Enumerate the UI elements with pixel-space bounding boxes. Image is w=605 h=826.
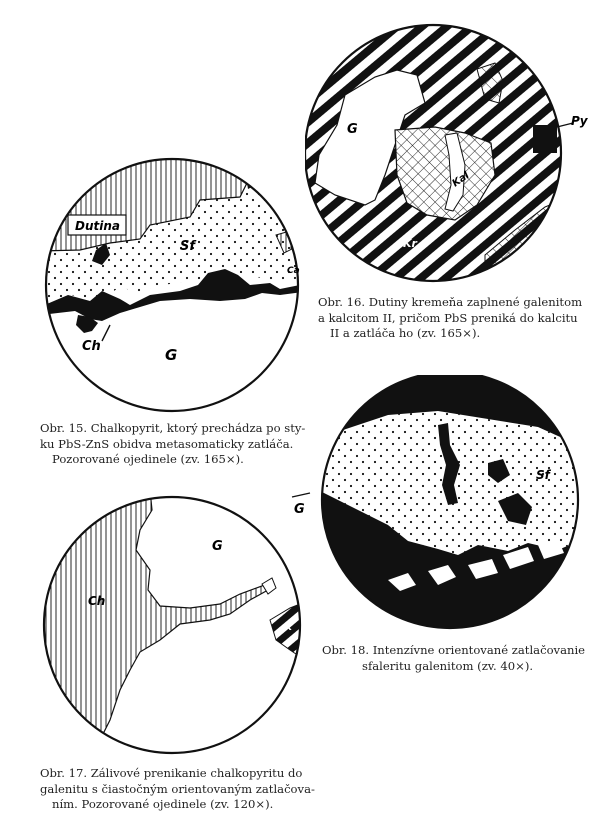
label-sf: Sf: [180, 239, 196, 254]
label-kal: Kal: [450, 170, 472, 190]
figure-16: [305, 15, 595, 285]
caption-line: Pozorované ojedinele (zv. 165×).: [52, 452, 244, 466]
fig17-illustration: [40, 490, 305, 760]
caption-line: galenitu s čiastočným orientovaným zatlačova-: [40, 781, 315, 796]
caption-line: Obr. 18. Intenzívne orientované zatlačovanie: [322, 643, 586, 657]
label-g: G: [165, 346, 178, 364]
caption-line: Obr. 16. Dutiny kremeňa zaplnené galenitom: [318, 295, 583, 309]
fig18-illustration: [288, 375, 593, 635]
direction-arrow: [292, 493, 310, 497]
label-ch: Ch: [82, 339, 101, 354]
caption-line: Obr. 17. Zálivové prenikanie chalkopyritu do: [40, 766, 303, 780]
caption-line: Obr. 15. Chalkopyrit, ktorý prechádza po sty-: [40, 421, 306, 435]
label-ch: Ch: [88, 594, 106, 608]
caption-line: ním. Pozorované ojedinele (zv. 120×).: [52, 797, 274, 811]
fig16-illustration: [305, 15, 595, 285]
pyrite-grain: [533, 125, 557, 153]
figure-18: [288, 375, 593, 635]
label-k: K: [285, 623, 292, 633]
label-kr: Kr: [403, 237, 417, 250]
label-py: Py: [571, 114, 588, 128]
fig17-caption: [40, 766, 315, 813]
label-ca: Ca: [287, 266, 300, 276]
caption-line: sfaleritu galenitom (zv. 40×).: [362, 658, 534, 673]
label-sf: Sf: [536, 468, 550, 482]
figure-15: [40, 155, 310, 415]
caption-line: ku PbS-ZnS obidva metasomaticky zatláča.: [40, 436, 294, 451]
fig15-caption: [40, 421, 306, 468]
caption-line: a kalcitom II, pričom PbS preniká do kalcitu: [318, 310, 578, 325]
figure-17: [40, 490, 305, 760]
label-g: G: [347, 122, 358, 137]
label-dutina: Dutina: [75, 219, 120, 233]
fig18-caption: [322, 643, 597, 674]
label-g: G: [294, 502, 305, 517]
label-g: G: [212, 539, 223, 554]
fig15-illustration: [40, 155, 310, 415]
caption-line: II a zatláča ho (zv. 165×).: [330, 326, 481, 340]
fig16-caption: [318, 295, 598, 342]
